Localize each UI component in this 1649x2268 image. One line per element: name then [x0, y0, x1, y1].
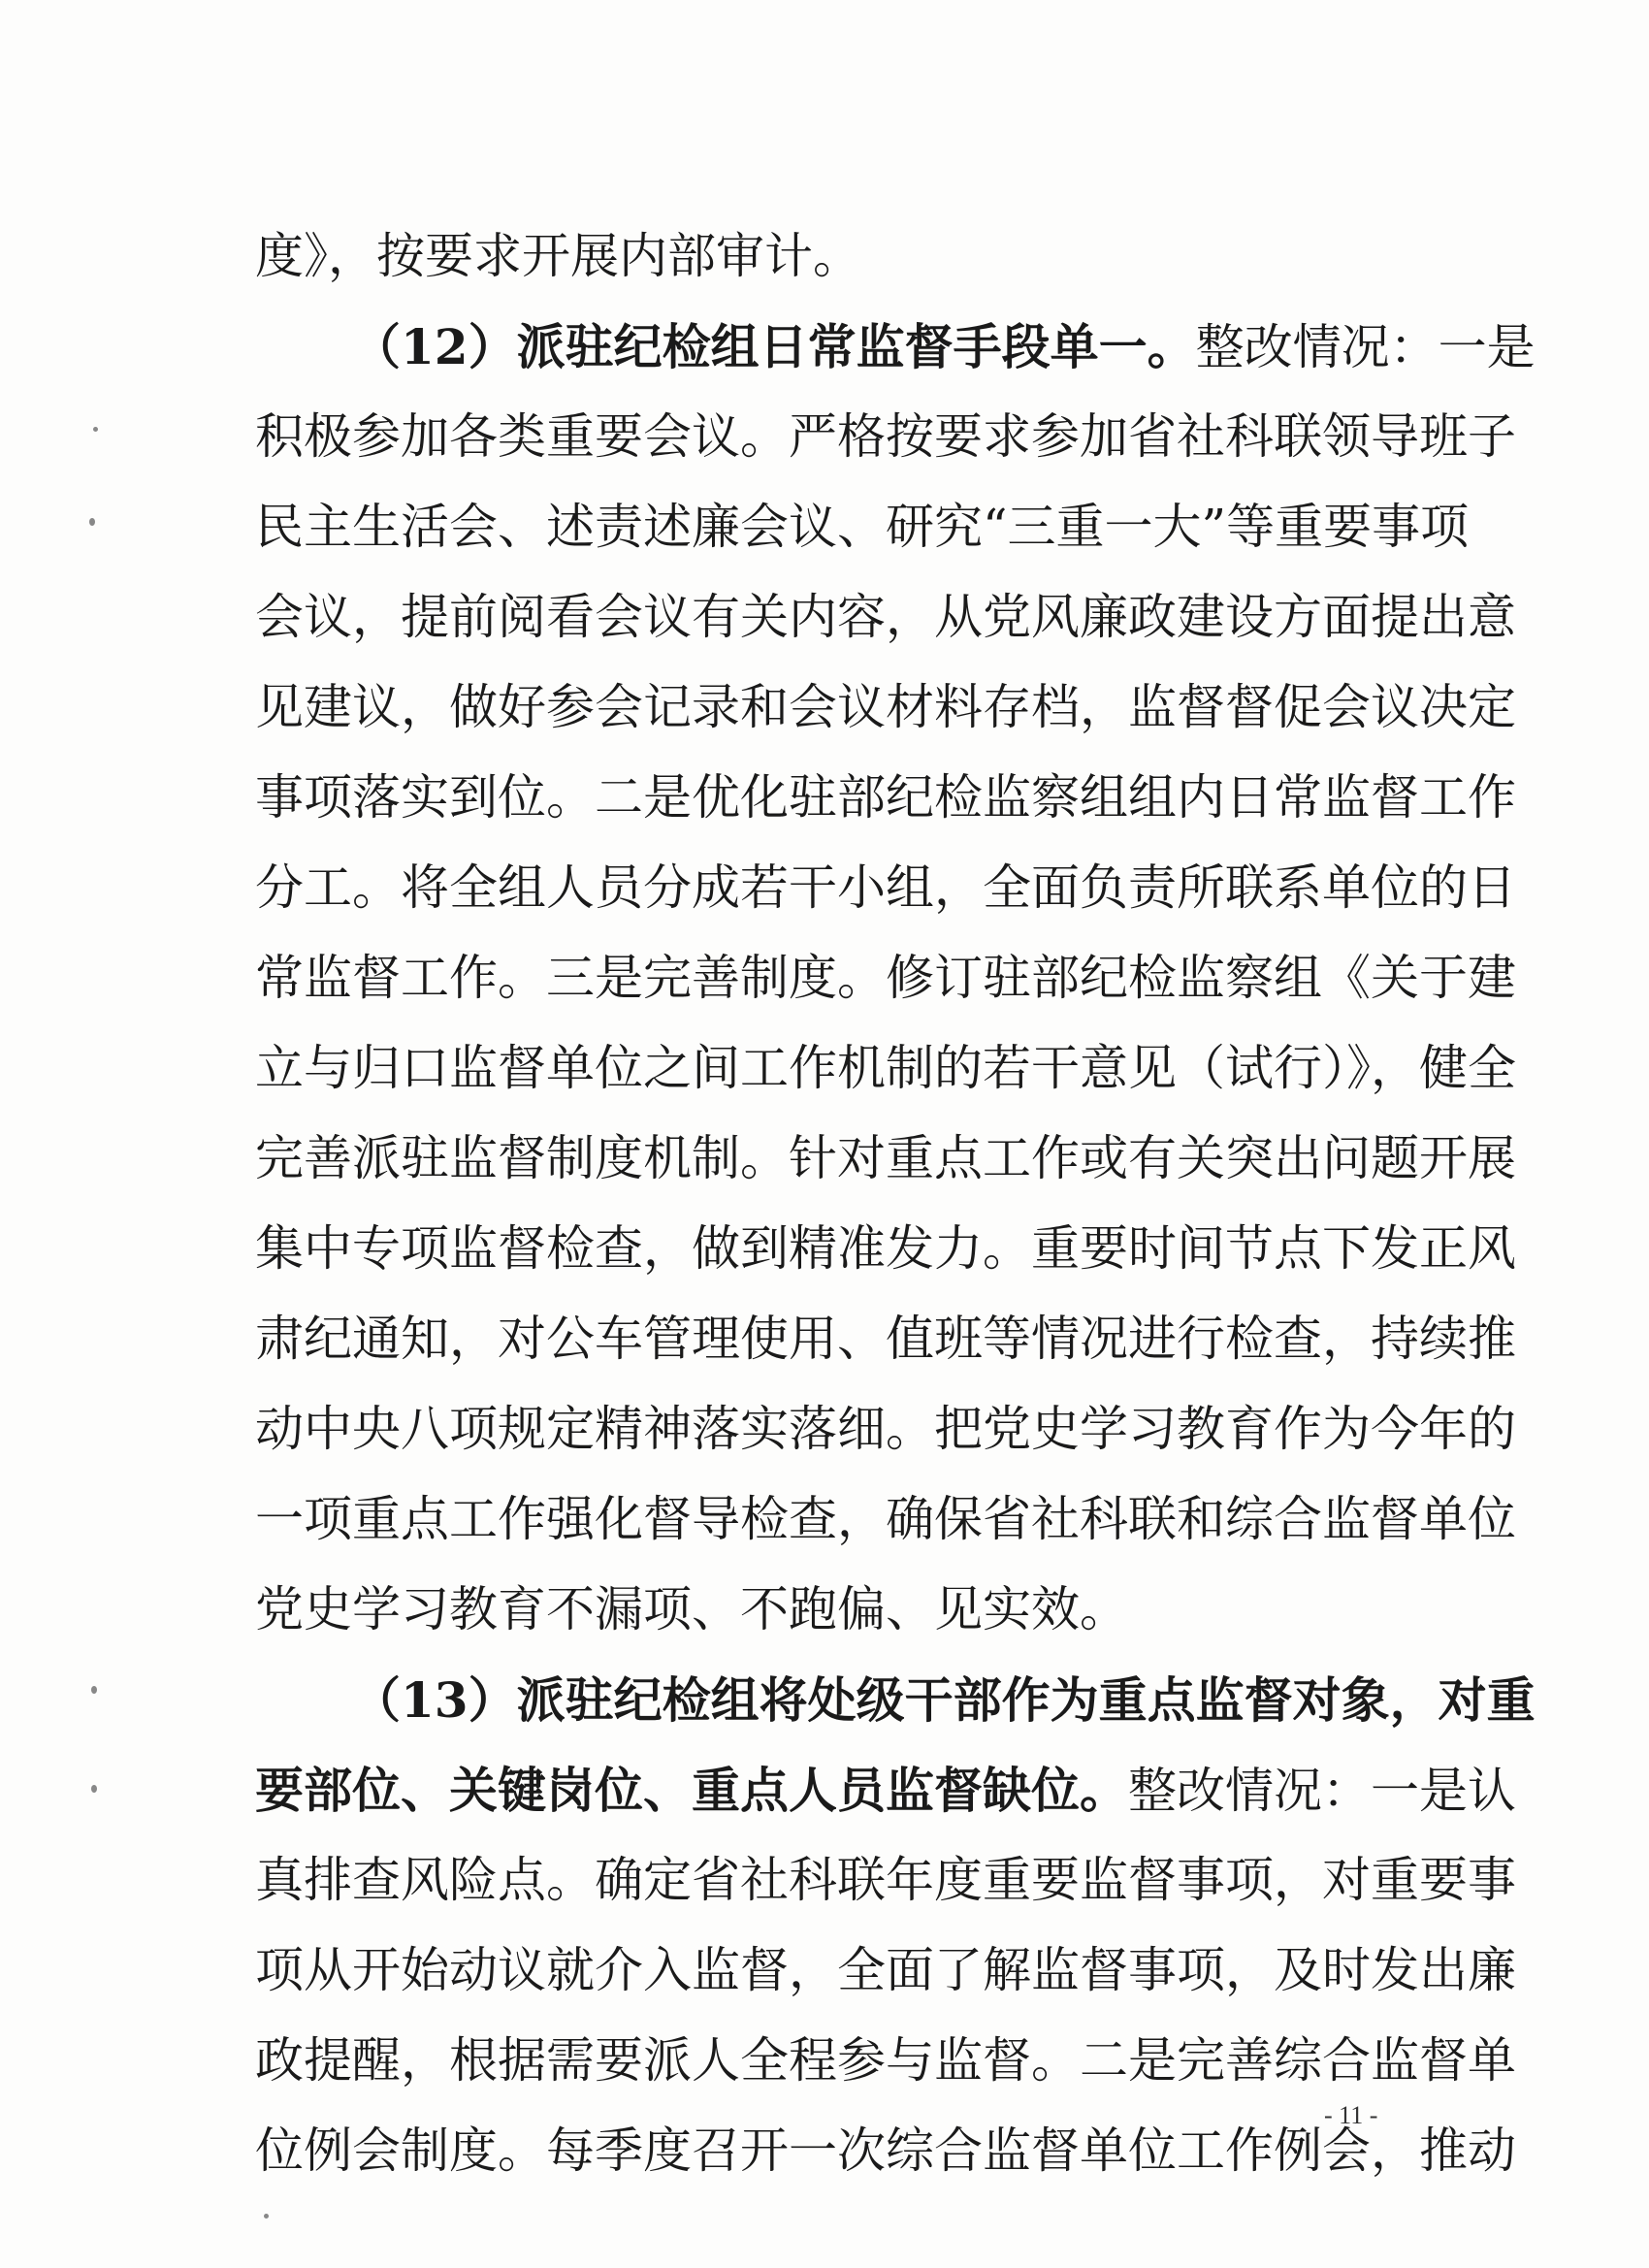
- text-line: [255, 1745, 1516, 1835]
- body-text: 积极参加各类重要会议。严格按要求参加省社科联领导班子: [255, 408, 1516, 465]
- text-line: [255, 843, 1516, 933]
- text-line: [255, 1835, 1516, 1926]
- text-line: [255, 1926, 1516, 2016]
- body-text: 民主生活会、述责述廉会议、研究“三重一大”等重要事项: [255, 499, 1470, 555]
- text-line: [255, 2016, 1516, 2106]
- body-text: 动中央八项规定精神落实落细。把党史学习教育作为今年的: [255, 1401, 1516, 1457]
- body-text: 立与归口监督单位之间工作机制的若干意见（试行）》，健全: [255, 1040, 1516, 1096]
- body-text: 位例会制度。每季度召开一次综合监督单位工作例会，推动: [255, 2122, 1516, 2179]
- text-line: [255, 1204, 1516, 1294]
- text-line: [255, 572, 1516, 663]
- text-line: [255, 211, 1380, 302]
- body-text: 事项落实到位。二是优化驻部纪检监察组组内日常监督工作: [255, 769, 1516, 826]
- body-text: 集中专项监督检查，做到精准发力。重要时间节点下发正风: [255, 1220, 1516, 1277]
- text-line: [255, 392, 1516, 482]
- text-line: [255, 663, 1516, 753]
- text-line: [255, 1474, 1516, 1565]
- scan-speck: [91, 1686, 97, 1694]
- bold-heading-text: 要部位、关键岗位、重点人员监督缺位。: [255, 1762, 1128, 1819]
- text-line: [255, 1655, 1536, 1745]
- body-text: 一项重点工作强化督导检查，确保省社科联和综合监督单位: [255, 1491, 1516, 1547]
- text-line: [255, 1294, 1516, 1384]
- body-text: 分工。将全组人员分成若干小组，全面负责所联系单位的日: [255, 859, 1516, 916]
- scan-speck: [89, 518, 95, 526]
- scan-speck: [264, 2214, 269, 2219]
- body-text: 会议，提前阅看会议有关内容，从党风廉政建设方面提出意: [255, 589, 1516, 645]
- bold-heading-text: （13）派驻纪检组将处级干部作为重点监督对象，对重: [352, 1671, 1536, 1729]
- body-text: 完善派驻监督制度机制。针对重点工作或有关突出问题开展: [255, 1130, 1516, 1186]
- body-text: 党史学习教育不漏项、不跑偏、见实效。: [255, 1581, 1128, 1637]
- body-text: 整改情况：一是: [1195, 319, 1536, 375]
- scan-speck: [93, 427, 98, 432]
- text-line: [255, 2106, 1516, 2196]
- scan-speck: [91, 1785, 97, 1793]
- body-text: 整改情况：一是认: [1128, 1763, 1516, 1819]
- page-number: - 11 -: [1324, 2101, 1378, 2129]
- text-line: [255, 1384, 1516, 1474]
- document-body: [255, 211, 1536, 2196]
- text-line: [255, 1114, 1516, 1204]
- body-text: 度》，按要求开展内部审计。: [255, 228, 861, 284]
- text-line: [255, 753, 1516, 843]
- text-line: [255, 482, 1470, 572]
- text-line: [255, 302, 1536, 392]
- body-text: 常监督工作。三是完善制度。修订驻部纪检监察组《关于建: [255, 950, 1516, 1006]
- text-line: [255, 1023, 1516, 1114]
- text-line: [255, 933, 1516, 1023]
- bold-heading-text: （12）派驻纪检组日常监督手段单一。: [352, 318, 1196, 375]
- body-text: 肃纪通知，对公车管理使用、值班等情况进行检查，持续推: [255, 1311, 1516, 1367]
- text-line: [255, 1565, 1380, 1655]
- body-text: 真排查风险点。确定省社科联年度重要监督事项，对重要事: [255, 1852, 1516, 1908]
- body-text: 见建议，做好参会记录和会议材料存档，监督督促会议决定: [255, 679, 1516, 735]
- body-text: 政提醒，根据需要派人全程参与监督。二是完善综合监督单: [255, 2032, 1516, 2089]
- body-text: 项从开始动议就介入监督，全面了解监督事项，及时发出廉: [255, 1942, 1516, 1998]
